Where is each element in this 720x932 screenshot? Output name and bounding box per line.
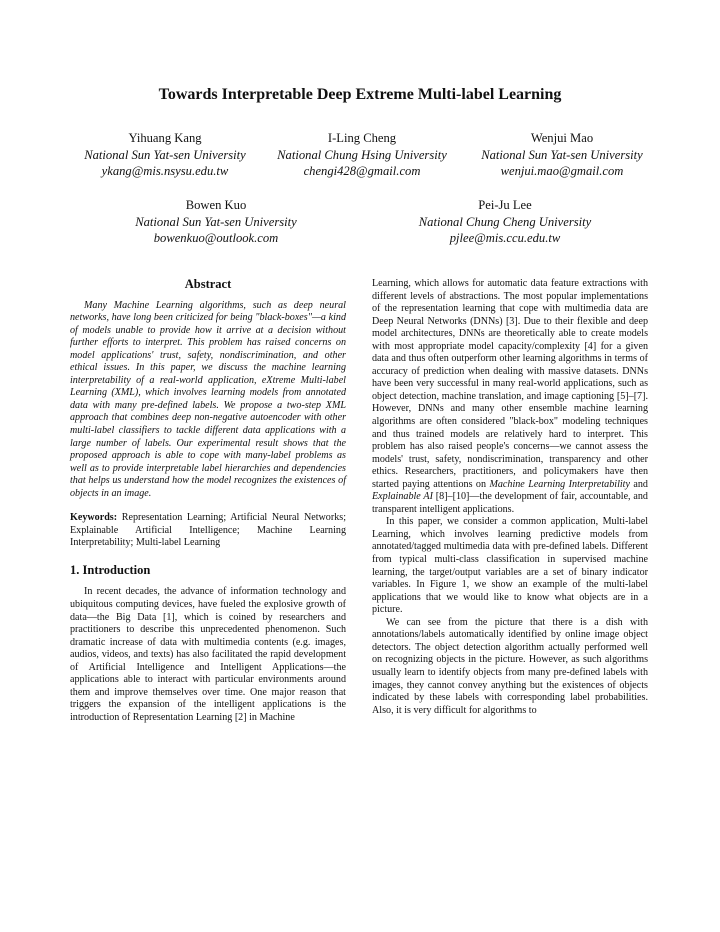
emphasis-term: Machine Learning Interpretability bbox=[489, 478, 630, 490]
intro-text: [8]–[10]—the development of fair, accountable, and transparent intelligent applications. bbox=[372, 491, 648, 515]
author-block bbox=[398, 197, 612, 247]
abstract-body: Many Machine Learning algorithms, such as deep neural networks, have long been criticized for being "black-boxes"—a kind of models unable to provide how it arrive at a decision without further efforts to interpret. This problem has raised concerns on model applications' trust, safety, nondiscrimination, and other ethical issues. In this paper, we discuss the machine learning interpretability of a real-world application, eXtreme Multi-label Learning (XML), which involves learning models from annotated data with many pre-defined labels. We propose a two-step XML approach that combines deep non-negative autoencoder with other multi-label classifiers to tackle different data applications with a large number of labels. Our experimental result shows that the proposed approach is able to cope with many-label problems as well as to provide interpretable label hierarchies and dependencies that helps us understand how the model recognizes the existences of objects in an image. bbox=[70, 299, 346, 499]
paper-title: Towards Interpretable Deep Extreme Multi-label Learning bbox=[158, 86, 562, 103]
author-email: wenjui.mao@gmail.com bbox=[500, 164, 624, 178]
author-affiliation: National Chung Hsing University bbox=[277, 147, 447, 162]
intro-text: and bbox=[629, 478, 648, 490]
author-block bbox=[266, 130, 458, 180]
intro-text: Learning, which allows for automatic data feature extractions with different levels of abstractions. The most popular implementations of the representation learning that cope with multimedia data are Deep Neural Networks (DNNs) [3]. Due to their flexible and deep model architectures, DNNs are theoretically able to create models with most appropriate model capacity/complexity [4] for a given data and thus often outperform other learning algorithms in terms of accuracy of prediction when dealing with massive datasets. DNNs have been very successful in many real-world applications, such as object detection, machine translation, and image captioning [5]–[7]. However, DNNs and many other ensemble machine learning algorithms are often considered "black-box" modeling techniques and thus trained models are relatively hard to interpret. This problem has also raised people's concerns—we cannot assess the models' trust, safety, nondiscrimination, transparency and other ethics. Researchers, practitioners, and policymakers have then started paying attentions on bbox=[372, 278, 648, 490]
section-heading-introduction: 1. Introduction bbox=[70, 562, 151, 577]
keywords-label: Keywords: bbox=[70, 512, 118, 524]
author-name: I-Ling Cheng bbox=[327, 131, 397, 145]
author-name: Yihuang Kang bbox=[128, 131, 202, 145]
author-affiliation: National Sun Yat-sen University bbox=[135, 214, 297, 229]
intro-paragraph-continued bbox=[372, 278, 648, 516]
author-name: Wenjui Mao bbox=[530, 131, 594, 145]
left-column bbox=[70, 278, 346, 725]
intro-paragraph: We can see from the picture that there is a dish with annotations/labels automatically identified by online image object detectors. The object detection algorithm actually performed well on recognizing objects in the picture. However, as such algorithms usually learn to identify objects from many pre-defined labels with images, they cannot convey anything but the existences of objects indicated by these labels with corresponding label probabilities. Also, it is very difficult for algorithms to bbox=[372, 616, 648, 716]
author-name: Pei-Ju Lee bbox=[478, 198, 532, 212]
author-block bbox=[120, 197, 312, 247]
emphasis-term: Explainable AI bbox=[372, 491, 433, 503]
author-email: chengi428@gmail.com bbox=[303, 164, 421, 178]
keywords-text: Representation Learning; Artificial Neural Networks; Explainable Artificial Intelligence; Machine Learning Interpretability; Multi-label Learning bbox=[70, 512, 346, 549]
author-affiliation: National Sun Yat-sen University bbox=[84, 147, 246, 162]
author-block bbox=[468, 130, 656, 180]
author-name: Bowen Kuo bbox=[185, 198, 247, 212]
keywords bbox=[70, 512, 346, 550]
intro-paragraph: In recent decades, the advance of information technology and ubiquitous computing devices, have fueled the explosive growth of data—the Big Data [1], which is coined by researchers and practitioners to describe this unprecedented phenomenon. Such dramatic increase of data with multimedia contents (e.g. images, audios, videos, and texts) has also facilitated the rapid development of Artificial Intelligence and Intelligent Applications—the applications able to interact with particular environments around them and improve themselves over time. One major reason that triggers the expansion of the intelligent applications is the introduction of Representation Learning [2] in Machine bbox=[70, 586, 346, 723]
right-column bbox=[372, 278, 648, 717]
author-affiliation: National Sun Yat-sen University bbox=[481, 147, 643, 162]
abstract-heading: Abstract bbox=[184, 277, 232, 291]
author-block bbox=[70, 130, 260, 180]
author-email: pjlee@mis.ccu.edu.tw bbox=[449, 231, 561, 245]
author-email: ykang@mis.nsysu.edu.tw bbox=[101, 164, 229, 178]
author-email: bowenkuo@outlook.com bbox=[153, 231, 279, 245]
intro-paragraph: In this paper, we consider a common application, Multi-label Learning, which involves learning predictive models from annotated/tagged multimedia data with pre-defined labels. Different from typical multi-class classification in supervised machine learning, the target/output variables are a set of binary indicator variables. In Figure 1, we show an example of the multi-label applications that we would like to know what objects are in a picture. bbox=[372, 516, 648, 616]
author-affiliation: National Chung Cheng University bbox=[418, 214, 592, 229]
